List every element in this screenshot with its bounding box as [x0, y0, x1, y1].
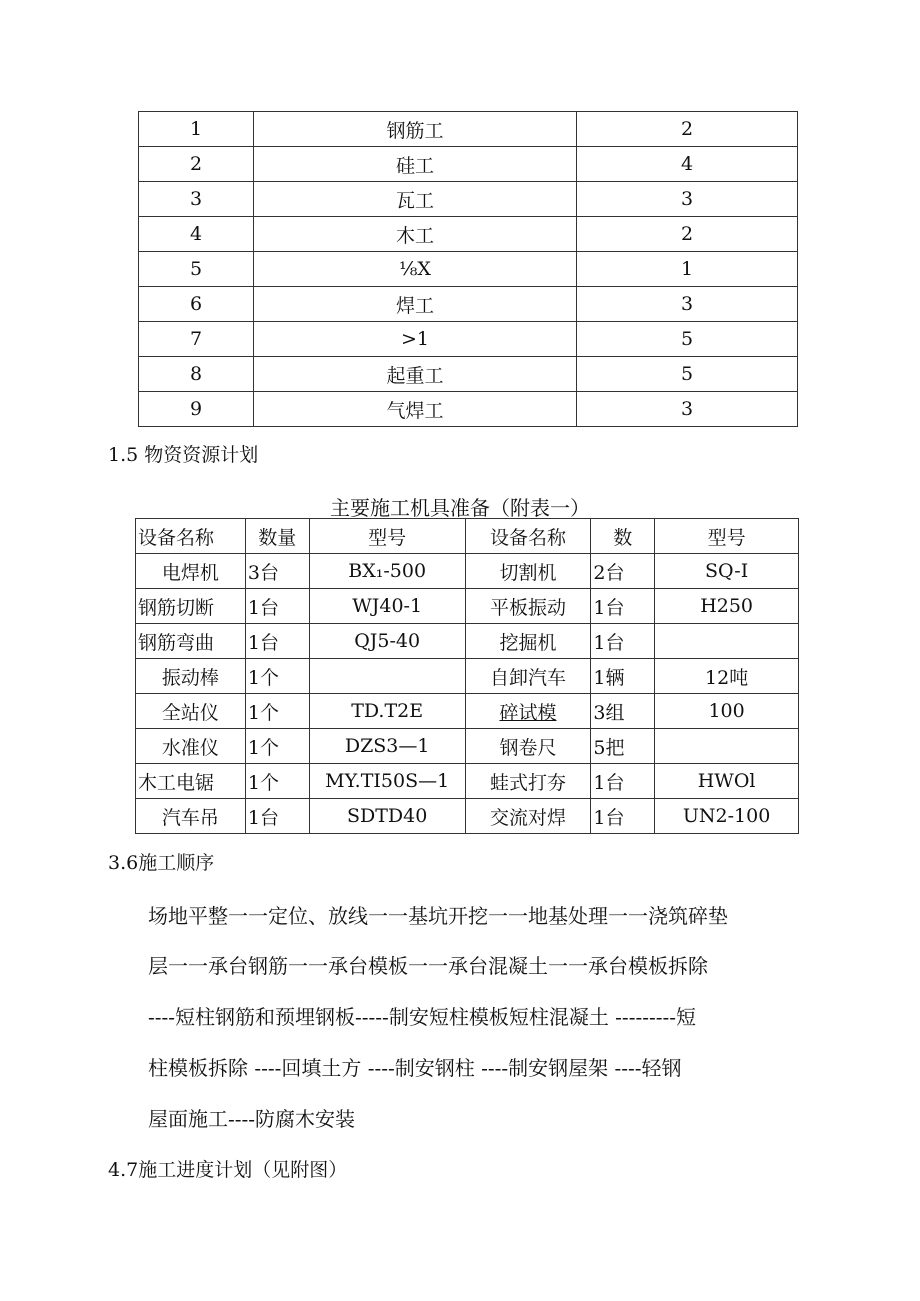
equipment-cell: 振动棒 — [136, 659, 246, 694]
equipment-cell: 1台 — [245, 799, 309, 834]
equipment-cell: 1台 — [591, 624, 655, 659]
equipment-cell: 自卸汽车 — [465, 659, 591, 694]
labor-type-cell: 气焊工 — [254, 392, 577, 427]
equipment-header-row — [136, 519, 799, 554]
equipment-header-cell: 设备名称 — [136, 519, 246, 554]
equipment-cell: 1台 — [245, 624, 309, 659]
equipment-cell: 钢筋弯曲 — [136, 624, 246, 659]
equipment-cell: 全站仪 — [136, 694, 246, 729]
labor-count-cell: 3 — [577, 182, 798, 217]
equipment-cell: SDTD40 — [309, 799, 465, 834]
labor-row — [139, 182, 798, 217]
equipment-header-cell: 设备名称 — [465, 519, 591, 554]
labor-no-cell: 5 — [139, 252, 254, 287]
equipment-cell: 木工电锯 — [136, 764, 246, 799]
labor-no-cell: 1 — [139, 112, 254, 147]
equipment-cell: 钢筋切断 — [136, 589, 246, 624]
labor-no-cell: 7 — [139, 322, 254, 357]
equipment-cell: 1台 — [245, 589, 309, 624]
labor-count-cell: 2 — [577, 112, 798, 147]
equipment-cell: DZS3—1 — [309, 729, 465, 764]
equipment-cell: 1个 — [245, 729, 309, 764]
labor-row — [139, 217, 798, 252]
equipment-cell: 12吨 — [655, 659, 799, 694]
labor-count-cell: 1 — [577, 252, 798, 287]
labor-type-cell: 起重工 — [254, 357, 577, 392]
equipment-cell: 1辆 — [591, 659, 655, 694]
equipment-cell: 汽车吊 — [136, 799, 246, 834]
labor-no-cell: 4 — [139, 217, 254, 252]
sequence-line-1: 场地平整一一定位、放线一一基坑开挖一一地基处理一一浇筑碎垫 — [148, 904, 728, 928]
equipment-cell: 蛙式打夯 — [465, 764, 591, 799]
equipment-row — [136, 729, 799, 764]
equipment-row — [136, 694, 799, 729]
equipment-cell: TD.T2E — [309, 694, 465, 729]
equipment-cell: 1个 — [245, 694, 309, 729]
equipment-header-cell: 数量 — [245, 519, 309, 554]
labor-row — [139, 252, 798, 287]
equipment-cell: SQ-I — [655, 554, 799, 589]
equipment-cell: 交流对焊 — [465, 799, 591, 834]
equipment-cell: WJ40-1 — [309, 589, 465, 624]
labor-no-cell: 3 — [139, 182, 254, 217]
labor-type-cell: ⅛X — [254, 252, 577, 287]
equipment-cell: 1台 — [591, 589, 655, 624]
equipment-row — [136, 764, 799, 799]
equipment-cell: 1台 — [591, 764, 655, 799]
labor-count-cell: 5 — [577, 322, 798, 357]
sequence-line-3: ----短柱钢筋和预埋钢板-----制安短柱模板短柱混凝土 ---------短 — [148, 1005, 696, 1029]
sequence-line-4: 柱模板拆除 ----回填土方 ----制安钢柱 ----制安钢屋架 ----轻钢 — [148, 1056, 682, 1080]
equipment-cell: 5把 — [591, 729, 655, 764]
equipment-cell: UN2-100 — [655, 799, 799, 834]
equipment-cell: 2台 — [591, 554, 655, 589]
labor-type-cell: 瓦工 — [254, 182, 577, 217]
equipment-cell: 水准仪 — [136, 729, 246, 764]
labor-row — [139, 357, 798, 392]
labor-type-cell: 木工 — [254, 217, 577, 252]
labor-count-cell: 3 — [577, 287, 798, 322]
equipment-row — [136, 589, 799, 624]
equipment-cell: 100 — [655, 694, 799, 729]
labor-row — [139, 112, 798, 147]
sequence-line-2: 层一一承台钢筋一一承台模板一一承台混凝土一一承台模板拆除 — [148, 954, 708, 978]
equipment-header-cell: 数 — [591, 519, 655, 554]
section-4-7-heading: 4.7施工进度计划（见附图） — [108, 1159, 348, 1181]
equipment-cell: 3台 — [245, 554, 309, 589]
equipment-cell: 电焊机 — [136, 554, 246, 589]
labor-row — [139, 287, 798, 322]
labor-count-cell: 3 — [577, 392, 798, 427]
equipment-cell: 3组 — [591, 694, 655, 729]
labor-no-cell: 6 — [139, 287, 254, 322]
labor-type-cell: 硅工 — [254, 147, 577, 182]
equipment-cell: QJ5-40 — [309, 624, 465, 659]
equipment-table — [135, 518, 799, 834]
sequence-line-5: 屋面施工----防腐木安装 — [148, 1107, 356, 1131]
equipment-cell — [655, 729, 799, 764]
labor-type-cell: 钢筋工 — [254, 112, 577, 147]
equipment-cell: BX₁-500 — [309, 554, 465, 589]
labor-row — [139, 147, 798, 182]
labor-count-cell: 4 — [577, 147, 798, 182]
section-1-5-heading: 1.5 物资资源计划 — [108, 444, 259, 466]
labor-no-cell: 2 — [139, 147, 254, 182]
equipment-cell: 碎试模 — [465, 694, 591, 729]
equipment-cell: 挖掘机 — [465, 624, 591, 659]
equipment-row — [136, 554, 799, 589]
equipment-row — [136, 659, 799, 694]
equipment-table-caption: 主要施工机具准备（附表一） — [330, 496, 590, 520]
equipment-row — [136, 624, 799, 659]
equipment-header-cell: 型号 — [655, 519, 799, 554]
equipment-cell: HWOl — [655, 764, 799, 799]
equipment-cell: 1个 — [245, 764, 309, 799]
equipment-cell: MY.TI50S—1 — [309, 764, 465, 799]
labor-no-cell: 9 — [139, 392, 254, 427]
labor-type-cell: 焊工 — [254, 287, 577, 322]
labor-count-cell: 2 — [577, 217, 798, 252]
equipment-cell: 钢卷尺 — [465, 729, 591, 764]
equipment-cell — [309, 659, 465, 694]
labor-row — [139, 392, 798, 427]
equipment-row — [136, 799, 799, 834]
labor-type-cell: >1 — [254, 322, 577, 357]
equipment-cell: 切割机 — [465, 554, 591, 589]
section-3-6-heading: 3.6施工顺序 — [108, 852, 215, 874]
labor-table — [138, 111, 798, 427]
equipment-header-cell: 型号 — [309, 519, 465, 554]
labor-no-cell: 8 — [139, 357, 254, 392]
equipment-cell: 1个 — [245, 659, 309, 694]
equipment-cell: 平板振动 — [465, 589, 591, 624]
equipment-cell: H250 — [655, 589, 799, 624]
equipment-cell: 1台 — [591, 799, 655, 834]
equipment-cell — [655, 624, 799, 659]
labor-row — [139, 322, 798, 357]
labor-count-cell: 5 — [577, 357, 798, 392]
